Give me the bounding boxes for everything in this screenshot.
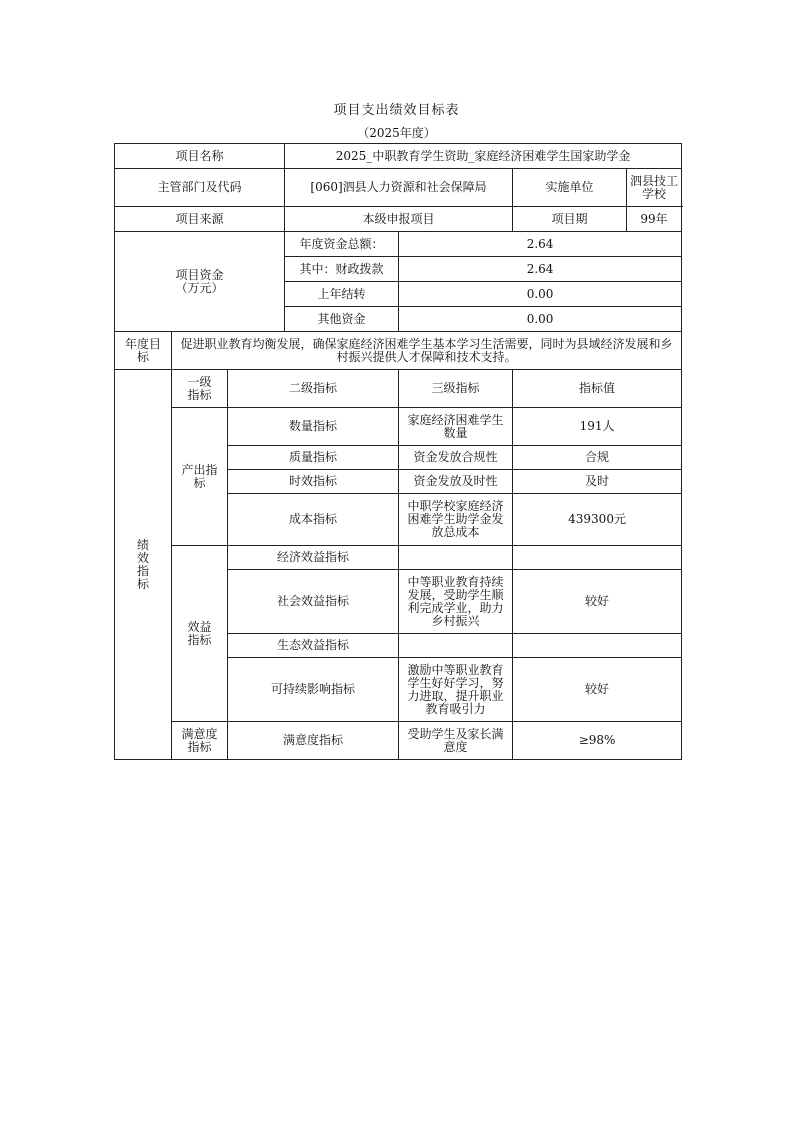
goal-text: 促进职业教育均衡发展，确保家庭经济困难学生基本学习生活需要，同时为县域经济发展和乡村振兴提供人才保障和技术支持。 [172, 332, 682, 370]
table-row [115, 370, 682, 408]
goal-label [115, 332, 172, 370]
benefit-level2: 可持续影响指标 [228, 658, 399, 722]
benefit-level3: 激励中等职业教育学生好好学习，努力进取，提升职业教育吸引力 [399, 658, 513, 722]
satisfaction-label [172, 722, 228, 760]
table-row [115, 408, 682, 446]
table-row [115, 169, 682, 207]
output-value: 合规 [513, 446, 682, 470]
goal-label-text: 年度目标 [124, 336, 161, 364]
funds-row-label: 其中：财政拨款 [285, 257, 399, 282]
output-level2: 时效指标 [228, 470, 399, 494]
benefit-level3 [399, 634, 513, 658]
funds-label-line2: （万元） [175, 280, 224, 295]
funds-row-label: 上年结转 [285, 282, 399, 307]
benefit-label-text: 效益指标 [187, 619, 212, 647]
source-value: 本级申报项目 [285, 207, 513, 232]
output-level2: 数量指标 [228, 408, 399, 446]
output-level3: 资金发放合规性 [399, 446, 513, 470]
dept-value: [060]泗县人力资源和社会保障局 [285, 169, 513, 207]
period-label: 项目期 [513, 207, 627, 232]
performance-label [115, 370, 172, 760]
page-title: 项目支出绩效目标表 [333, 103, 460, 118]
output-level2: 成本指标 [228, 494, 399, 546]
table-row [115, 232, 682, 257]
funds-row-value: 2.64 [399, 232, 682, 257]
funds-label [115, 232, 285, 332]
output-level3: 资金发放及时性 [399, 470, 513, 494]
header-level1 [172, 370, 228, 408]
table-row [115, 546, 682, 570]
header-level2: 二级指标 [228, 370, 399, 408]
satisfaction-value: ≥98% [513, 722, 682, 760]
table-row [115, 332, 682, 370]
benefit-level3: 中等职业教育持续发展，受助学生顺利完成学业，助力乡村振兴 [399, 570, 513, 634]
satisfaction-level2: 满意度指标 [228, 722, 399, 760]
table-row [115, 722, 682, 760]
output-level3: 家庭经济困难学生数量 [399, 408, 513, 446]
header-level3: 三级指标 [399, 370, 513, 408]
benefit-level2: 经济效益指标 [228, 546, 399, 570]
table-row [115, 207, 682, 232]
impl-value: 泗县技工学校 [627, 169, 682, 207]
benefit-value: 较好 [513, 570, 682, 634]
table-row [115, 144, 682, 169]
benefit-level3 [399, 546, 513, 570]
output-value: 191人 [513, 408, 682, 446]
funds-row-value: 0.00 [399, 307, 682, 332]
benefit-value: 较好 [513, 658, 682, 722]
funds-row-value: 0.00 [399, 282, 682, 307]
period-value: 99年 [627, 207, 682, 232]
project-name-label: 项目名称 [115, 144, 285, 169]
benefit-level2: 社会效益指标 [228, 570, 399, 634]
satisfaction-level3: 受助学生及家长满意度 [399, 722, 513, 760]
output-label [172, 408, 228, 546]
benefit-value [513, 634, 682, 658]
satisfaction-label-text: 满意度指标 [181, 726, 218, 754]
funds-label-line1: 项目资金 [175, 267, 224, 282]
benefit-label [172, 546, 228, 722]
output-label-text: 产出指标 [181, 462, 218, 490]
source-label: 项目来源 [115, 207, 285, 232]
header-level1-text: 一级指标 [187, 374, 212, 402]
page-subtitle: （2025年度） [357, 126, 436, 140]
output-level3: 中职学校家庭经济困难学生助学金发放总成本 [399, 494, 513, 546]
dept-label: 主管部门及代码 [115, 169, 285, 207]
funds-row-label: 其他资金 [285, 307, 399, 332]
funds-row-value: 2.64 [399, 257, 682, 282]
performance-target-table [114, 143, 682, 760]
performance-label-text: 绩效指标 [136, 537, 149, 591]
output-value: 439300元 [513, 494, 682, 546]
header-value: 指标值 [513, 370, 682, 408]
project-name-value: 2025_中职教育学生资助_家庭经济困难学生国家助学金 [285, 144, 682, 169]
funds-row-label: 年度资金总额： [285, 232, 399, 257]
benefit-value [513, 546, 682, 570]
output-level2: 质量指标 [228, 446, 399, 470]
benefit-level2: 生态效益指标 [228, 634, 399, 658]
impl-label: 实施单位 [513, 169, 627, 207]
output-value: 及时 [513, 470, 682, 494]
